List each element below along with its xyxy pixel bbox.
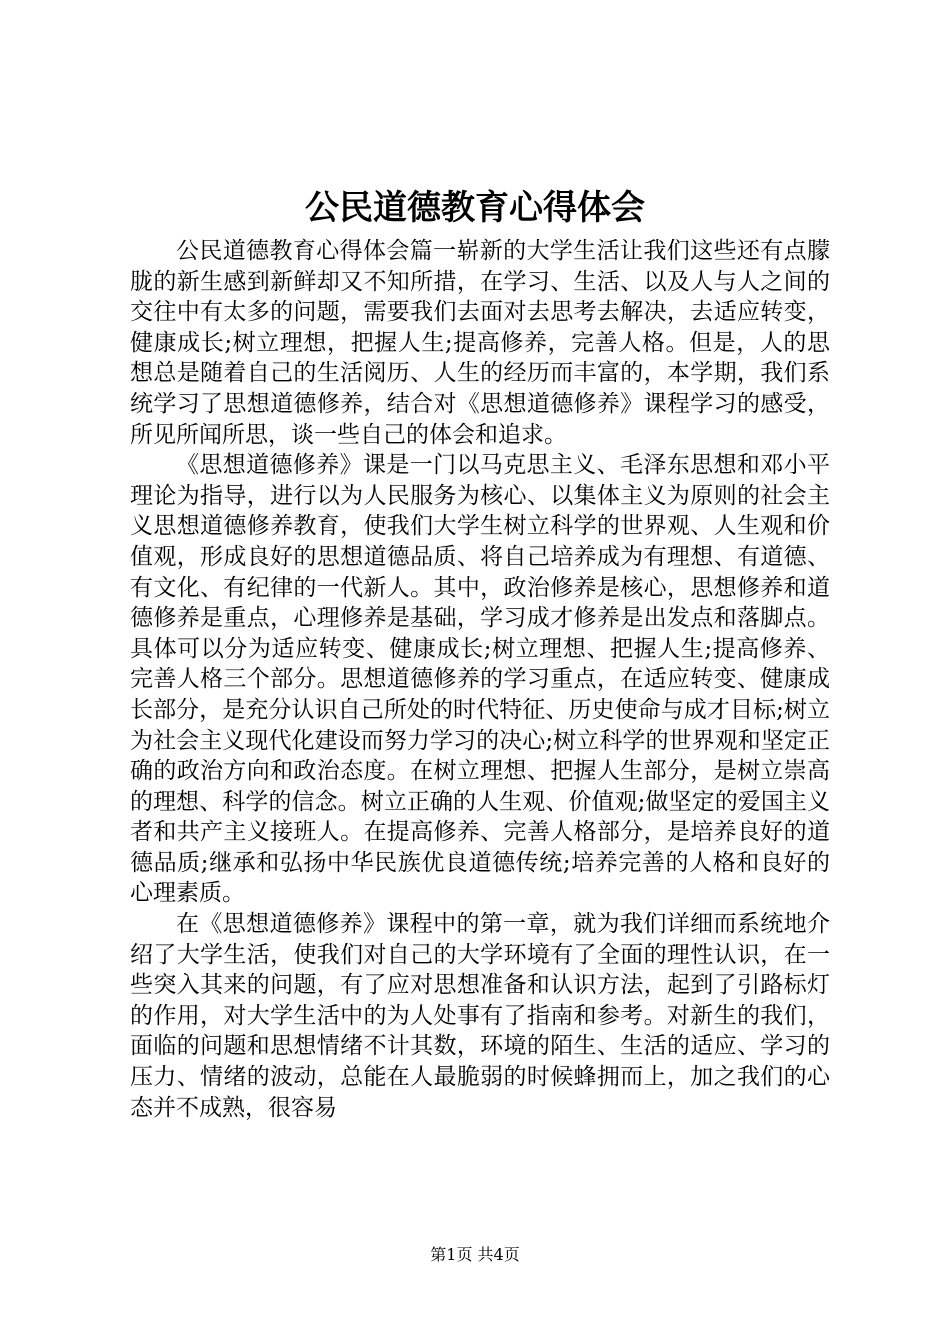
paragraph-3: 在《思想道德修养》课程中的第一章，就为我们详细而系统地介绍了大学生活，使我们对自己的大学环境有了全面的理性认识，在一些突入其来的问题，有了应对思想准备和认识方法，起到了引路标灯的作用，对大学生活中的为人处事有了指南和参考。对新生的我们，面临的问题和思想情绪不计其数，环境的陌生、生活的适应、学习的压力、情绪的波动，总能在人最脆弱的时候蜂拥而上，加之我们的心态并不成熟，很容易 [130, 911, 830, 1121]
document-body [130, 236, 830, 1123]
page-footer: 第1页 共4页 [430, 1245, 520, 1264]
paragraph-2: 《思想道德修养》课是一门以马克思主义、毛泽东思想和邓小平理论为指导，进行以为人民服务为核心、以集体主义为原则的社会主义思想道德修养教育，使我们大学生树立科学的世界观、人生观和价值观，形成良好的思想道德品质、将自己培养成为有理想、有道德、有文化、有纪律的一代新人。其中，政治修养是核心，思想修养和道德修养是重点，心理修养是基础，学习成才修养是出发点和落脚点。具体可以分为适应转变、健康成长;树立理想、把握人生;提高修养、完善人格三个部分。思想道德修养的学习重点，在适应转变、健康成长部分，是充分认识自己所处的时代特征、历史使命与成才目标;树立为社会主义现代化建设而努力学习的决心;树立科学的世界观和坚定正确的政治方向和政治态度。在树立理想、把握人生部分，是树立崇高的理想、科学的信念。树立正确的人生观、价值观;做坚定的爱国主义者和共产主义接班人。在提高修养、完善人格部分，是培养良好的道德品质;继承和弘扬中华民族优良道德传统;培养完善的人格和良好的心理素质。 [130, 452, 830, 907]
document-title: 公民道德教育心得体会 [305, 188, 645, 228]
paragraph-1: 公民道德教育心得体会篇一崭新的大学生活让我们这些还有点朦胧的新生感到新鲜却又不知所措，在学习、生活、以及人与人之间的交往中有太多的问题，需要我们去面对去思考去解决，去适应转变，健康成长;树立理想，把握人生;提高修养，完善人格。但是，人的思想总是随着自己的生活阅历、人生的经历而丰富的，本学期，我们系统学习了思想道德修养，结合对《思想道德修养》课程学习的感受，所见所闻所思，谈一些自己的体会和追求。 [130, 238, 830, 448]
